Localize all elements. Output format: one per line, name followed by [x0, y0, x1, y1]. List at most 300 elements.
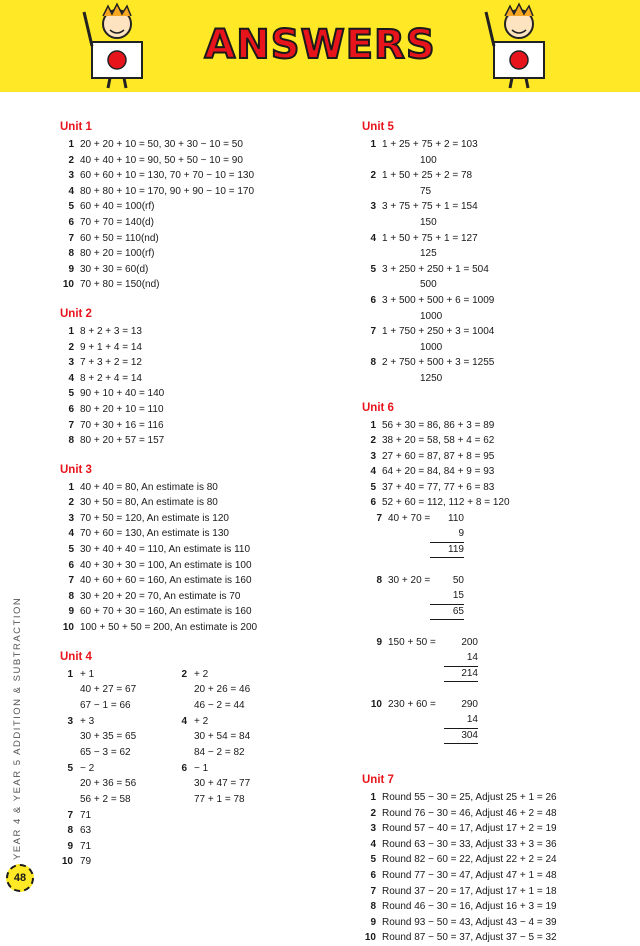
unit-4-line [60, 714, 170, 730]
answer-row [60, 355, 320, 371]
answer-number: 1 [370, 792, 376, 804]
answer-text: 71 [80, 809, 92, 821]
addend-2: 15 [452, 590, 464, 602]
unit-4-line [174, 667, 284, 683]
answer-text: 20 + 20 + 10 = 50, 30 + 30 − 10 = 50 [80, 139, 243, 150]
answer-row [362, 821, 612, 837]
answer-row [362, 293, 612, 309]
header-banner [0, 0, 640, 92]
column-addition [362, 697, 612, 759]
spacer [362, 153, 382, 169]
answer-text: 56 + 2 = 58 [80, 793, 131, 805]
addition-sum: 150 + 50 = [388, 637, 436, 649]
unit-4-line [174, 714, 284, 730]
unit-7-title: Unit 7 [362, 774, 394, 787]
answer-number: 3 [67, 715, 73, 727]
page-title: ANSWERS [204, 22, 436, 68]
unit-4-line [60, 761, 170, 777]
answer-subline [362, 246, 612, 262]
answer-text: 70 + 50 = 120, An estimate is 120 [80, 512, 229, 524]
answer-text: 63 [80, 825, 92, 837]
answer-text: 30 + 30 = 60(d) [80, 263, 149, 275]
unit-4-item [174, 761, 284, 808]
answer-text: 30 + 20 + 20 = 70, An estimate is 70 [80, 590, 241, 602]
unit-6-title: Unit 6 [362, 401, 394, 414]
answer-number: 6 [370, 870, 376, 882]
answer-number: 3 [68, 512, 74, 524]
answer-number: 5 [370, 481, 376, 493]
unit-3-title: Unit 3 [60, 463, 92, 476]
unit-4-line [60, 854, 170, 870]
answer-row [362, 137, 612, 153]
answer-text: 80 + 80 + 10 = 170, 90 + 90 − 10 = 170 [80, 185, 255, 197]
answer-text: 40 + 27 = 67 [80, 684, 137, 696]
answer-row [362, 324, 612, 340]
addend-2: 14 [466, 652, 478, 664]
answer-row [60, 277, 320, 293]
unit-4-item [60, 839, 170, 855]
addend-2: 9 [458, 528, 464, 540]
answer-text: 77 + 1 = 78 [194, 793, 245, 805]
unit-5-title: Unit 5 [362, 121, 394, 133]
answer-number: 7 [370, 885, 376, 897]
left-column [60, 120, 320, 871]
answer-number: 7 [376, 513, 382, 525]
answer-row [362, 449, 612, 465]
answer-number: 6 [181, 762, 187, 774]
answer-estimate: 1250 [420, 372, 443, 384]
answer-number [174, 792, 194, 808]
unit-4-line [60, 729, 170, 745]
answer-number: 2 [68, 154, 74, 166]
answer-number: 7 [68, 419, 74, 431]
answer-text: 3 + 75 + 75 + 1 = 154 [382, 201, 478, 213]
answer-row [60, 433, 320, 449]
answer-number [60, 729, 80, 745]
unit-4-item [60, 808, 170, 824]
answer-number: 1 [370, 139, 376, 150]
answer-number: 6 [370, 497, 376, 509]
answer-row [362, 884, 612, 900]
unit-4-line [174, 761, 284, 777]
answer-subline [362, 277, 612, 293]
answer-text: 8 + 2 + 3 = 13 [80, 325, 142, 337]
spacer [362, 215, 382, 231]
answer-text: 60 + 50 = 110(nd) [80, 232, 159, 244]
spacer [362, 246, 382, 262]
answer-row [362, 168, 612, 184]
total: 65 [452, 606, 464, 618]
answer-number: 4 [370, 232, 376, 244]
answer-text: Round 37 − 20 = 17, Adjust 17 + 1 = 18 [382, 885, 557, 897]
answer-row [60, 480, 320, 496]
answer-number: 2 [68, 497, 74, 509]
mascot-illustration-right [484, 2, 554, 90]
answer-text: 20 + 26 = 46 [194, 684, 251, 696]
answer-row [60, 324, 320, 340]
answer-text: Round 63 − 30 = 33, Adjust 33 + 3 = 36 [382, 838, 557, 850]
answer-row [60, 589, 320, 605]
answer-number: 7 [68, 575, 74, 587]
answer-text: 60 + 70 + 30 = 160, An estimate is 160 [80, 606, 252, 618]
answer-text: 30 + 47 = 77 [194, 778, 251, 790]
answer-row [60, 526, 320, 542]
answer-text: 30 + 50 = 80, An estimate is 80 [80, 497, 218, 509]
unit-6-list [362, 418, 612, 512]
answer-row [362, 790, 612, 806]
answer-number: 5 [67, 762, 73, 774]
answer-row [362, 930, 612, 946]
answer-row [60, 418, 320, 434]
answer-text: 79 [80, 856, 92, 868]
answer-number [60, 698, 80, 714]
answer-number: 6 [68, 216, 74, 228]
unit-4-item [60, 667, 170, 714]
answer-number: 4 [68, 528, 74, 540]
answer-number: 1 [68, 325, 74, 337]
answer-text: Round 76 − 30 = 46, Adjust 46 + 2 = 48 [382, 807, 557, 819]
answer-text: 71 [80, 840, 92, 852]
unit-4-line [60, 682, 170, 698]
answer-text: + 2 [194, 715, 209, 727]
total-rule [430, 619, 464, 620]
answer-number: 5 [370, 854, 376, 866]
answer-text: + 1 [80, 668, 95, 680]
answer-number: 8 [370, 357, 376, 369]
spacer [362, 184, 382, 200]
answer-row [60, 246, 320, 262]
answer-row [60, 340, 320, 356]
answer-row [362, 837, 612, 853]
answer-row [60, 215, 320, 231]
unit-4-line [60, 823, 170, 839]
unit-5-list [362, 137, 612, 387]
answer-text: 80 + 20 + 57 = 157 [80, 435, 165, 447]
answer-row [60, 542, 320, 558]
answer-number: 10 [62, 622, 74, 634]
addition-sum: 230 + 60 = [388, 699, 436, 711]
answer-text: 46 − 2 = 44 [194, 699, 245, 711]
unit-4-line [60, 839, 170, 855]
unit-3-list [60, 480, 320, 636]
answer-text: 64 + 20 = 84, 84 + 9 = 93 [382, 466, 495, 478]
answer-estimate: 1000 [420, 310, 443, 322]
answer-text: 30 + 35 = 65 [80, 731, 137, 743]
unit-4-line [60, 745, 170, 761]
answer-number: 8 [370, 901, 376, 913]
answer-number: 2 [370, 807, 376, 819]
answer-row [60, 199, 320, 215]
answer-number: 7 [67, 809, 73, 821]
answer-text: 37 + 40 = 77, 77 + 6 = 83 [382, 481, 495, 493]
unit-4-line [60, 808, 170, 824]
answer-number: 3 [370, 823, 376, 835]
answer-text: 8 + 2 + 4 = 14 [80, 372, 142, 384]
answer-subline [362, 215, 612, 231]
answer-text: 1 + 50 + 75 + 1 = 127 [382, 232, 478, 244]
answer-text: 20 + 36 = 56 [80, 778, 137, 790]
answer-number: 1 [370, 419, 376, 431]
answer-estimate: 500 [420, 279, 437, 291]
answer-text: 100 + 50 + 50 = 200, An estimate is 200 [80, 622, 258, 634]
answer-text: 84 − 2 = 82 [194, 746, 245, 758]
answer-row [60, 137, 320, 153]
unit-4-item [174, 714, 284, 761]
answer-row [60, 573, 320, 589]
unit-4-item [60, 761, 170, 808]
answer-row [60, 604, 320, 620]
answer-row [60, 153, 320, 169]
answer-number: 6 [68, 403, 74, 415]
answer-text: + 3 [80, 715, 95, 727]
answer-number: 5 [68, 201, 74, 213]
answer-text: 40 + 40 = 80, An estimate is 80 [80, 481, 218, 493]
unit-4-item [174, 667, 284, 714]
answer-text: 80 + 20 + 10 = 110 [80, 403, 164, 415]
unit-4-line [60, 667, 170, 683]
answer-text: 52 + 60 = 112, 112 + 8 = 120 [382, 497, 510, 509]
answer-text: Round 77 − 30 = 47, Adjust 47 + 1 = 48 [382, 870, 557, 882]
answer-number: 2 [181, 668, 187, 680]
answer-row [362, 915, 612, 931]
answer-number: 1 [68, 481, 74, 493]
answer-number: 3 [68, 170, 74, 182]
answer-number [174, 729, 194, 745]
answer-row [60, 558, 320, 574]
unit-4-line [60, 698, 170, 714]
answer-row [362, 868, 612, 884]
answer-row [60, 262, 320, 278]
answer-row [60, 371, 320, 387]
spacer [362, 277, 382, 293]
answer-text: 1 + 25 + 75 + 2 = 103 [382, 139, 478, 150]
answer-number [60, 776, 80, 792]
total-rule [444, 681, 478, 682]
answer-text: Round 87 − 50 = 37, Adjust 37 − 5 = 32 [382, 932, 557, 944]
answer-text: Round 55 − 30 = 25, Adjust 25 + 1 = 26 [382, 792, 557, 804]
answer-text: 40 + 30 + 30 = 100, An estimate is 100 [80, 559, 252, 571]
answer-number: 9 [376, 637, 382, 649]
answer-row [362, 495, 612, 511]
answer-number [174, 682, 194, 698]
answer-text: 3 + 500 + 500 + 6 = 1009 [382, 294, 495, 306]
answer-text: 60 + 60 + 10 = 130, 70 + 70 − 10 = 130 [80, 170, 255, 182]
addition-sum: 30 + 20 = [388, 575, 431, 587]
unit-4-line [174, 776, 284, 792]
answer-number: 8 [68, 435, 74, 447]
answer-text: 70 + 80 = 150(nd) [80, 279, 160, 291]
answer-text: 67 − 1 = 66 [80, 699, 131, 711]
answer-number: 4 [370, 466, 376, 478]
unit-2-title: Unit 2 [60, 307, 92, 320]
answer-estimate: 75 [420, 185, 432, 197]
unit-4-line [174, 698, 284, 714]
total-rule [430, 557, 464, 558]
answer-number: 9 [67, 840, 73, 852]
answer-row [60, 402, 320, 418]
answer-number: 3 [370, 450, 376, 462]
answer-text: − 1 [194, 762, 209, 774]
answer-text: 1 + 50 + 25 + 2 = 78 [382, 170, 473, 182]
unit-4-line [60, 792, 170, 808]
answer-text: 56 + 30 = 86, 86 + 3 = 89 [382, 419, 495, 431]
spacer [362, 340, 382, 356]
answer-subline [362, 309, 612, 325]
answer-text: 70 + 70 = 140(d) [80, 216, 154, 228]
answer-subline [362, 340, 612, 356]
answer-text: 70 + 30 + 16 = 116 [80, 419, 164, 431]
answer-row [60, 231, 320, 247]
answer-row [60, 184, 320, 200]
answer-subline [362, 184, 612, 200]
spacer [362, 371, 382, 387]
addend-2: 14 [466, 714, 478, 726]
answer-number: 10 [62, 279, 74, 291]
addend-1: 200 [461, 637, 478, 649]
total: 214 [461, 668, 478, 680]
unit-4-line [174, 792, 284, 808]
answer-number: 7 [68, 232, 74, 244]
unit-4-line [174, 682, 284, 698]
answer-row [362, 480, 612, 496]
answer-number: 9 [370, 916, 376, 928]
answer-estimate: 1000 [420, 341, 443, 353]
answer-number: 10 [370, 699, 382, 711]
answer-text: 30 + 40 + 40 = 110, An estimate is 110 [80, 544, 251, 556]
unit-4-item [60, 854, 170, 870]
answer-text: 27 + 60 = 87, 87 + 8 = 95 [382, 450, 495, 462]
answer-text: 60 + 40 = 100(rf) [80, 201, 155, 213]
unit-4-list [60, 667, 320, 871]
answer-text: 30 + 54 = 84 [194, 731, 251, 743]
answer-text: 40 + 40 + 10 = 90, 50 + 50 − 10 = 90 [80, 154, 243, 166]
answer-row [362, 899, 612, 915]
answer-row [362, 231, 612, 247]
answer-number: 2 [370, 170, 376, 182]
spacer [362, 309, 382, 325]
unit-1-list [60, 137, 320, 293]
answer-text: − 2 [80, 762, 95, 774]
unit-6-column-additions [362, 511, 612, 759]
answer-estimate: 150 [420, 216, 437, 228]
answer-number: 10 [364, 932, 376, 944]
answer-number [174, 745, 194, 761]
answer-text: + 2 [194, 668, 209, 680]
answer-number [60, 792, 80, 808]
unit-4-line [174, 729, 284, 745]
answer-text: 3 + 250 + 250 + 1 = 504 [382, 263, 489, 275]
answer-subline [362, 371, 612, 387]
answer-number: 3 [370, 201, 376, 213]
answer-number [60, 745, 80, 761]
answer-number: 10 [61, 856, 73, 868]
answer-number: 6 [370, 294, 376, 306]
answer-text: 38 + 20 = 58, 58 + 4 = 62 [382, 435, 495, 447]
answer-text: 2 + 750 + 500 + 3 = 1255 [382, 357, 495, 369]
answer-number: 4 [181, 715, 187, 727]
answer-text: Round 57 − 40 = 17, Adjust 17 + 2 = 19 [382, 823, 557, 835]
answer-number: 6 [68, 559, 74, 571]
answer-number: 1 [67, 668, 73, 680]
answer-text: 1 + 750 + 250 + 3 = 1004 [382, 326, 495, 338]
answer-row [60, 168, 320, 184]
answer-row [60, 386, 320, 402]
answer-text: 80 + 20 = 100(rf) [80, 248, 155, 260]
answer-text: 40 + 60 + 60 = 160, An estimate is 160 [80, 575, 252, 587]
answer-text: 9 + 1 + 4 = 14 [80, 341, 142, 353]
unit-1-title: Unit 1 [60, 121, 92, 133]
answer-number: 7 [370, 326, 376, 338]
total-rule [444, 743, 478, 744]
addition-sum: 40 + 70 = [388, 513, 431, 525]
answer-number [174, 698, 194, 714]
answer-number: 5 [68, 388, 74, 400]
answer-number: 2 [68, 341, 74, 353]
answer-number: 9 [68, 263, 74, 275]
answer-number: 8 [68, 248, 74, 260]
column-addition [362, 635, 612, 697]
answer-subline [362, 153, 612, 169]
unit-2-list [60, 324, 320, 449]
answer-number: 8 [68, 590, 74, 602]
answer-text: 7 + 3 + 2 = 12 [80, 357, 142, 369]
answer-row [362, 806, 612, 822]
answer-number: 9 [68, 606, 74, 618]
answer-number: 1 [68, 139, 74, 150]
book-series-label: YEAR 4 & YEAR 5 ADDITION & SUBTRACTION [12, 596, 23, 860]
addend-1: 50 [452, 575, 464, 587]
answer-row [60, 620, 320, 636]
addend-1: 110 [448, 513, 464, 525]
answer-number [174, 776, 194, 792]
answer-number: 4 [68, 185, 74, 197]
total: 119 [448, 544, 464, 556]
answer-text: Round 82 − 60 = 22, Adjust 22 + 2 = 24 [382, 854, 557, 866]
unit-4-item [60, 714, 170, 761]
answer-number: 4 [68, 372, 74, 384]
unit-4-title: Unit 4 [60, 650, 92, 663]
answer-row [362, 355, 612, 371]
answer-text: Round 46 − 30 = 16, Adjust 16 + 3 = 19 [382, 901, 557, 913]
total: 304 [461, 730, 478, 742]
addend-1: 290 [461, 699, 478, 711]
right-column [362, 120, 612, 946]
answer-text: Round 93 − 50 = 43, Adjust 43 − 4 = 39 [382, 916, 557, 928]
column-addition [362, 573, 612, 635]
answer-number [60, 682, 80, 698]
answer-row [362, 262, 612, 278]
answer-row [362, 199, 612, 215]
answer-row [362, 852, 612, 868]
answer-row [362, 433, 612, 449]
answer-estimate: 125 [420, 248, 437, 260]
answer-row [362, 464, 612, 480]
page-number: 48 [6, 864, 34, 892]
answer-row [60, 495, 320, 511]
answer-number: 8 [376, 575, 382, 587]
answer-row [362, 418, 612, 434]
answer-text: 70 + 60 = 130, An estimate is 130 [80, 528, 229, 540]
answer-estimate: 100 [420, 154, 437, 166]
answer-number: 2 [370, 435, 376, 447]
column-addition [362, 511, 612, 573]
answer-number: 8 [67, 825, 73, 837]
answer-number: 4 [370, 838, 376, 850]
unit-4-item [60, 823, 170, 839]
unit-7-list [362, 790, 612, 946]
answer-number: 3 [68, 357, 74, 369]
answer-text: 65 − 3 = 62 [80, 746, 131, 758]
